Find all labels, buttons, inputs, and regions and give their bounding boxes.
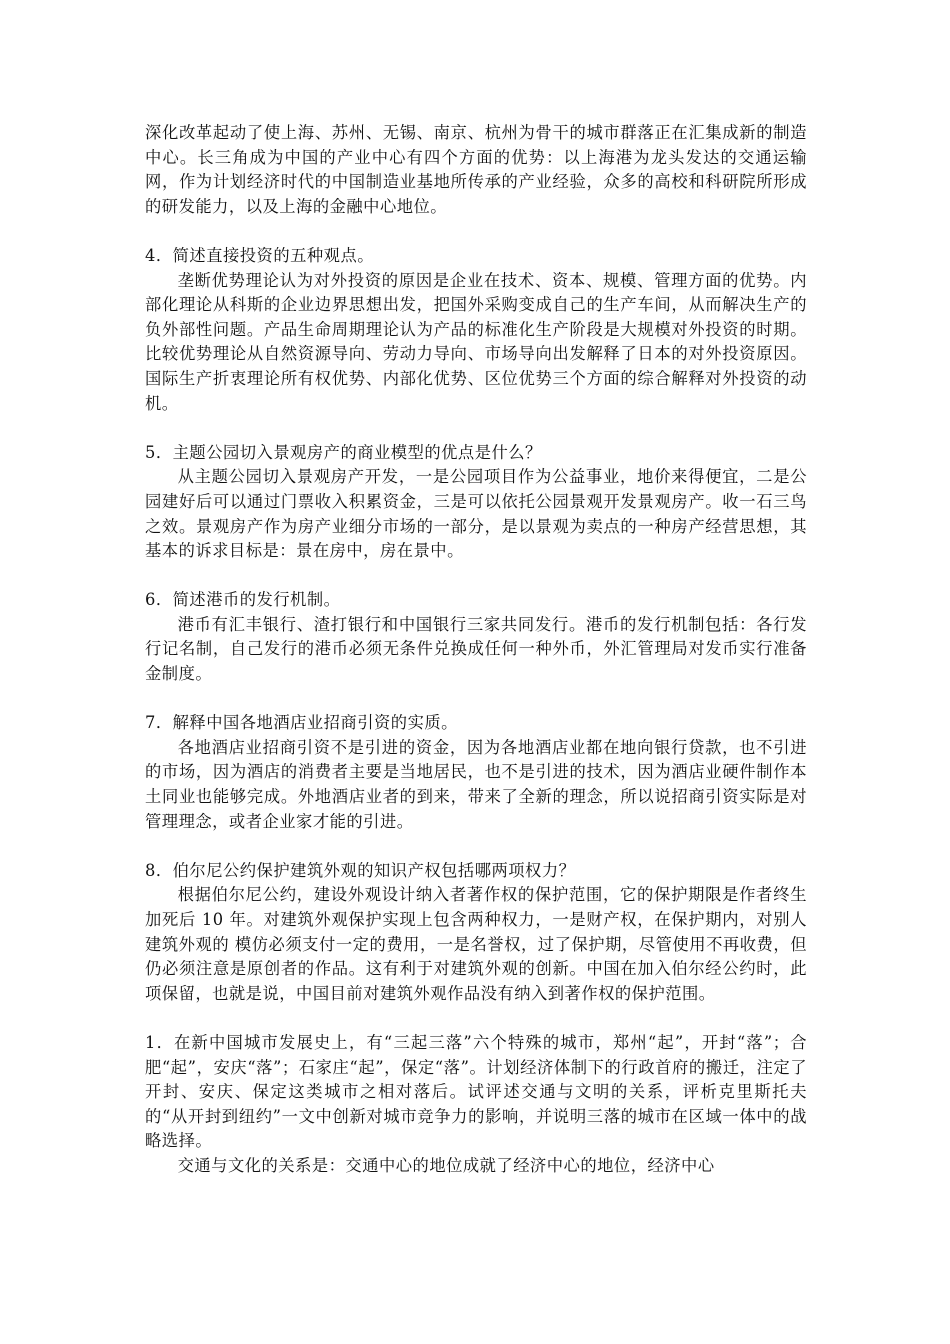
paragraph-gap [145, 1006, 807, 1031]
essay-answer-1: 交通与文化的关系是：交通中心的地位成就了经济中心的地位，经济中心 [177, 1155, 715, 1175]
paragraph-gap [145, 219, 807, 244]
answer-8: 根据伯尔尼公约，建设外观设计纳入者著作权的保护范围，它的保护期限是作者终生加死后 10 年。对建筑外观保护实现上包含两种权力，一是财产权，在保护期内，对别人建筑外观的 模仿必须支付一定的费用，一是名誉权，过了保护期，尽管使用不再收费，但仍必须注意是原创者的作品。这有利于对建筑外观的创新。中国在加入伯尔经公约时，此 项保留，也就是说，中国目前对建筑外观作品没有纳入到著作权的保护范围。 [145, 885, 807, 1003]
paragraph-gap [145, 416, 807, 441]
paragraph-gap [145, 687, 807, 712]
answer-6: 港币有汇丰银行、渣打银行和中国银行三家共同发行。港币的发行机制包括：各行发行记名制，自己发行的港币必须无条件兑换成任何一种外币，外汇管理局对发币实行准备金制度。 [145, 614, 807, 684]
document-page [145, 121, 807, 1179]
paragraph-gap [145, 834, 807, 859]
essay-question-1: 1．在新中国城市发展史上，有“三起三落”六个特殊的城市，郑州“起”，开封“落”；合肥“起”，安庆“落”；石家庄“起”，保定“落”。计划经济体制下的行政首府的搬迁，注定了开封、安庆、保定这类城市之相对落后。试评述交通与文明的关系，评析克里斯托夫的“从开封到纽约”一文中创新对城市竞争力的影响，并说明三落的城市在区域一体中的战略选择。 [145, 1032, 807, 1151]
intro-paragraph: 深化改革起动了使上海、苏州、无锡、南京、杭州为骨干的城市群落正在汇集成新的制造中心。长三角成为中国的产业中心有四个方面的优势：以上海港为龙头发达的交通运输网，作为计划经济时代的中国制造业基地所传承的产业经验，众多的高校和科研院所形成的研发能力，以及上海的金融中心地位。 [145, 123, 807, 216]
answer-7: 各地酒店业招商引资不是引进的资金，因为各地酒店业都在地向银行贷款，也不引进的市场，因为酒店的消费者主要是当地居民，也不是引进的技术，因为酒店业硬件制作本土同业也能够完成。外地酒店业者的到来，带来了全新的理念，所以说招商引资实际是对管理理念，或者企业家才能的引进。 [145, 737, 807, 831]
answer-4: 垄断优势理论认为对外投资的原因是企业在技术、资本、规模、管理方面的优势。内部化理论从科斯的企业边界思想出发，把国外采购变成自己的生产车间，从而解决生产的负外部性问题。产品生命周期理论认为产品的标准化生产阶段是大规模对外投资的时期。比较优势理论从自然资源导向、劳动力导向、市场导向出发解释了日本的对外投资原因。国际生产折衷理论所有权优势、内部化优势、区位优势三个方面的综合解释对外投资的动机。 [145, 270, 807, 413]
question-4: 4．简述直接投资的五种观点。 [145, 245, 375, 265]
question-6: 6．简述港币的发行机制。 [145, 590, 341, 610]
question-8: 8．伯尔尼公约保护建筑外观的知识产权包括哪两项权力？ [145, 860, 576, 880]
answer-5: 从主题公园切入景观房产开发，一是公园项目作为公益事业，地价来得便宜，二是公园建好后可以通过门票收入积累资金，三是可以依托公园景观开发景观房产。收一石三鸟之效。景观房产作为房产业细分市场的一部分，是以景观为卖点的一种房产经营思想，其基本的诉求目标是：景在房中，房在景中。 [145, 467, 807, 561]
question-7: 7．解释中国各地酒店业招商引资的实质。 [145, 713, 458, 733]
question-5: 5．主题公园切入景观房产的商业模型的优点是什么？ [145, 442, 542, 462]
paragraph-gap [145, 564, 807, 589]
